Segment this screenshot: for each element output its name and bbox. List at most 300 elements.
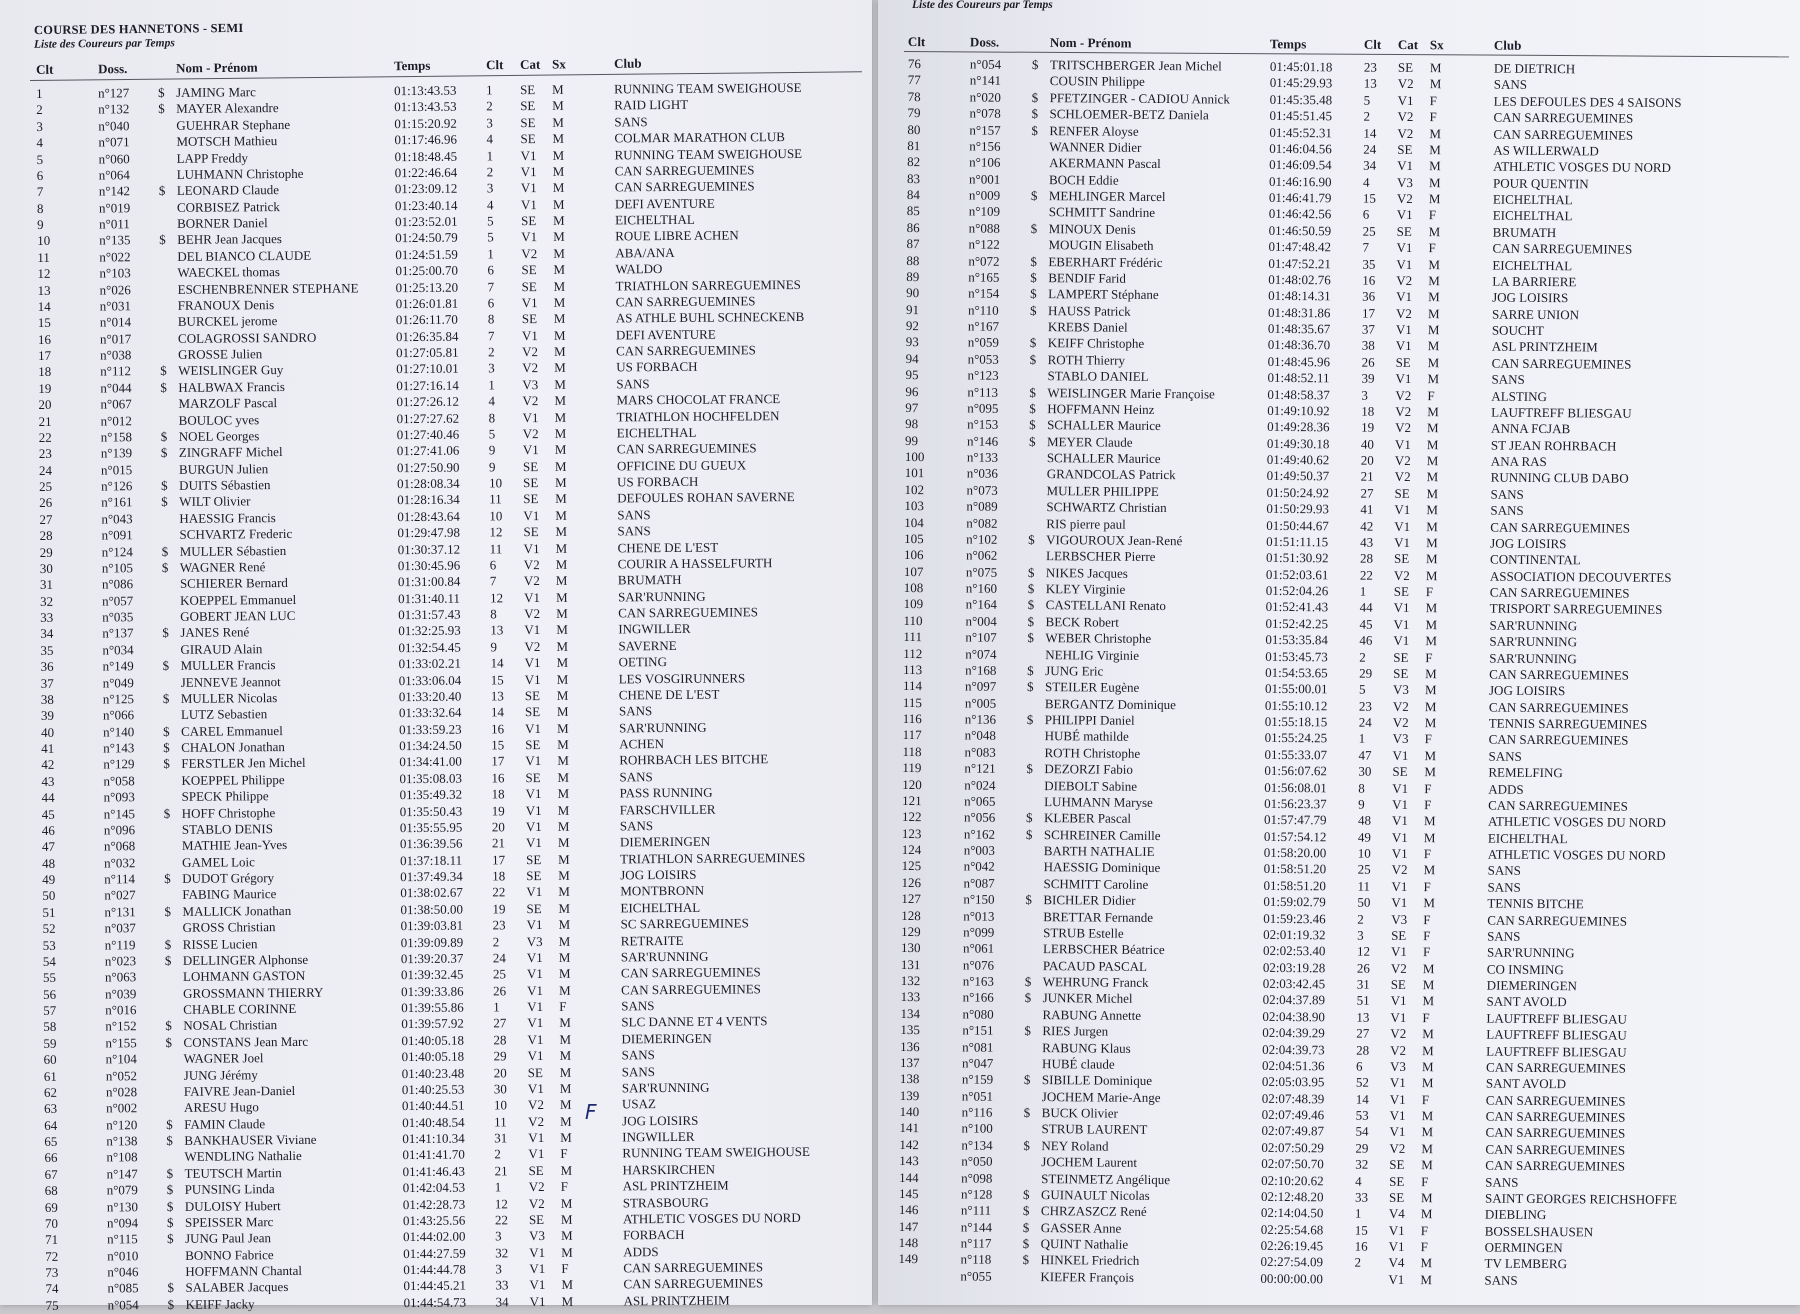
row-rank: 93 [905,334,919,350]
club-name: LAUFTREFF BLIESGAU [1486,1010,1628,1027]
sex: M [552,163,565,179]
runner-name: JENNEVE Jeannot [180,673,281,690]
row-rank: 13 [37,282,51,298]
bib-number: n°012 [100,412,132,428]
sex: M [1422,1042,1434,1058]
club-name: ASL PRINTZHEIM [622,1177,729,1194]
finish-time: 01:27:50.90 [396,459,460,475]
runner-name: MOUGIN Elisabeth [1048,237,1154,254]
club-name: MARS CHOCOLAT FRANCE [616,391,781,408]
club-name: REMELFING [1488,764,1563,781]
club-name: CAN SARREGUEMINES [618,604,758,621]
bib-number: n°085 [107,1280,139,1296]
category-rank: 32 [1355,1156,1369,1172]
club-name: COLMAR MARATHON CLUB [614,129,785,146]
row-rank: 58 [43,1019,57,1035]
finish-time: 01:44:45.21 [403,1277,466,1294]
bib-number: n°103 [99,265,131,281]
category: V1 [527,998,544,1015]
category: V4 [1388,1255,1405,1271]
dollar-mark: $ [161,477,168,493]
club-name: SAR'RUNNING [1489,650,1577,666]
club-name: DIEMERINGEN [621,1030,712,1047]
club-name: FORBACH [622,1227,685,1243]
finish-time: 01:13:43.53 [394,99,457,115]
category: V2 [1390,960,1407,976]
category: SE [524,687,541,704]
runner-name: PFETZINGER - CADIOU Annick [1049,89,1230,107]
category: V2 [527,1097,544,1113]
club-name: DEFI AVENTURE [614,195,715,212]
category: V1 [1397,158,1414,174]
finish-time: 01:50:29.93 [1266,500,1329,517]
category: SE [1396,223,1412,239]
runner-name: WEBER Christophe [1045,630,1152,647]
category-rank: 22 [492,884,506,900]
club-name: CHENE DE L'EST [617,539,719,555]
category: V2 [1396,190,1413,207]
row-rank: 59 [43,1035,57,1051]
club-name: FARSCHVILLER [619,801,716,817]
category: V1 [525,818,542,835]
finish-time: 01:42:04.53 [402,1179,466,1196]
sex: M [1427,338,1440,354]
category: V1 [1390,993,1407,1009]
row-rank: 109 [903,596,924,612]
bib-number: n°126 [101,478,133,494]
runner-name: WAGNER René [179,559,266,575]
bib-number: n°102 [966,531,998,547]
bib-number: n°119 [104,936,136,952]
category-rank: 16 [1362,272,1376,288]
header-club: Club [1493,37,1522,53]
category-rank: 19 [1361,419,1375,435]
runner-name: STEILER Eugène [1044,679,1140,696]
finish-time: 01:42:28.73 [402,1196,466,1212]
row-rank: 111 [903,629,923,645]
category-rank: 3 [488,360,495,376]
dollar-mark: $ [1023,1137,1031,1153]
row-rank: 94 [905,350,919,366]
row-rank: 27 [39,511,53,527]
club-name: PASS RUNNING [619,784,713,801]
bib-number: n°144 [960,1219,993,1235]
finish-time: 01:36:39.56 [399,835,463,852]
finish-time: 01:49:40.62 [1266,451,1330,468]
handwritten-annotation: F [585,1100,597,1124]
sex: F [1428,240,1436,256]
category: SE [519,82,536,98]
bib-number: n°056 [963,809,996,825]
club-name: SAR'RUNNING [1489,633,1578,650]
dollar-mark: $ [1025,826,1033,842]
runner-name: LERBSCHER Béatrice [1042,941,1165,958]
bib-number: n°158 [100,429,133,445]
row-rank: 112 [903,645,923,661]
category: V1 [529,1293,546,1309]
finish-time: 01:41:41.70 [402,1146,465,1163]
category: V1 [527,1015,544,1031]
category-rank: 10 [489,508,503,524]
finish-time: 01:59:23.46 [1263,910,1326,926]
finish-time: 02:05:03.95 [1261,1074,1325,1090]
category: V2 [521,245,538,261]
category: V2 [1390,1042,1407,1058]
finish-time: 02:04:39.73 [1262,1041,1325,1057]
category-rank: 36 [1362,288,1376,304]
runner-name: STRUB LAURENT [1041,1121,1148,1138]
bib-number: n°155 [105,1034,137,1051]
category: V1 [529,1244,546,1260]
club-name: US FORBACH [617,473,699,490]
bib-number: n°113 [967,384,999,400]
category: SE [520,98,536,114]
category-rank: 3 [494,1228,502,1244]
category-rank: 15 [490,671,504,687]
sex: M [552,98,564,114]
sex: M [1424,764,1437,780]
club-name: CAN SARREGUEMINES [614,178,755,195]
row-rank: 18 [38,364,52,380]
runner-name: HOFFMANN Heinz [1047,401,1155,417]
bib-number: n°003 [963,842,996,858]
header-clt2: Clt [1363,36,1382,52]
club-name: SANS [614,113,648,130]
row-rank: 141 [899,1120,920,1136]
row-rank: 132 [900,973,921,989]
finish-time: 01:55:18.15 [1264,713,1328,730]
runner-name: MALLICK Jonathan [182,902,292,919]
category: V1 [1393,616,1410,632]
bib-number: n°128 [961,1186,993,1202]
runner-name: ARESU Hugo [183,1099,259,1116]
category-rank: 1 [485,82,493,98]
sex: M [558,867,570,883]
sex: M [1423,813,1436,829]
bib-number: n°096 [103,822,136,838]
sex: M [556,605,568,621]
finish-time: 01:40:23.48 [401,1065,465,1081]
sex: M [556,687,569,703]
category-rank: 30 [1358,763,1372,779]
row-rank: 115 [902,694,923,710]
club-name: CAN SARREGUEMINES [1491,355,1632,372]
runner-name: MOTSCH Mathieu [176,133,278,149]
club-name: LAUFTREFF BLIESGAU [1486,1026,1627,1043]
sex: M [1429,142,1441,158]
category: SE [1393,583,1410,599]
row-rank: 146 [898,1202,919,1218]
sex: M [561,1244,573,1260]
bib-number: n°122 [968,236,1000,252]
category-rank: 6 [1356,1058,1363,1074]
category: V1 [525,720,542,736]
runner-name: WEISLINGER Guy [178,362,284,379]
sex: M [1427,403,1439,420]
bib-number: n°004 [965,613,997,629]
club-name: DEFOULES ROHAN SAVERNE [617,489,795,506]
category-rank: 3 [486,115,493,131]
category-rank: 9 [1358,796,1365,812]
sex: M [1423,829,1436,845]
club-name: CAN SARREGUEMINES [1485,1157,1626,1174]
category: V1 [1389,1107,1406,1123]
row-rank: 23 [38,446,52,462]
sex: M [555,507,568,523]
category: V1 [522,409,539,425]
dollar-mark: $ [164,870,171,886]
row-rank: 8 [36,200,44,216]
category-rank: 1 [493,999,500,1015]
category-rank: 12 [494,1195,508,1211]
finish-time: 01:32:54.45 [398,639,461,655]
sex: M [556,622,568,638]
header-time: Temps [393,57,431,74]
club-name: CAN SARREGUEMINES [616,342,756,359]
club-name: SAR'RUNNING [1486,944,1575,961]
sex: F [560,1146,568,1162]
club-name: DEFI AVENTURE [615,326,716,343]
category: SE [523,524,539,540]
row-rank: 131 [900,956,921,972]
row-rank: 56 [43,986,57,1002]
bib-number: n°133 [966,449,999,465]
category-rank: 2 [1357,911,1364,927]
category: SE [526,868,542,884]
finish-time: 02:04:39.29 [1262,1024,1325,1041]
club-name: SANS [616,375,650,392]
dollar-mark: $ [162,690,170,706]
sex: M [1426,534,1438,551]
row-rank: 66 [44,1150,58,1166]
finish-time: 01:55:10.12 [1264,697,1328,713]
club-name: INGWILLER [618,621,691,637]
sex: F [1425,584,1434,600]
category-rank: 4 [1355,1173,1362,1189]
bib-number: n°115 [107,1231,138,1247]
finish-time: 01:27:05.81 [396,344,459,361]
club-name: CHENE DE L'EST [618,686,720,703]
sex: M [1420,1271,1433,1287]
dollar-mark: $ [1029,400,1036,416]
runner-name: RIES Jurgen [1042,1023,1109,1039]
runner-name: BOULOC yves [178,411,260,428]
row-rank: 98 [905,416,919,432]
finish-time: 01:48:14.31 [1268,288,1331,304]
category-rank: 4 [488,393,496,409]
bib-number: n°116 [961,1104,993,1120]
category: V2 [528,1195,545,1211]
club-name: EICHELTHAL [615,211,695,228]
runner-name: ESCHENBRENNER STEPHANE [177,279,359,297]
category: V1 [1394,501,1411,518]
category: SE [1389,1156,1405,1173]
finish-time: 01:39:32.45 [400,966,464,983]
category-rank: 17 [492,851,506,868]
club-name: CAN SARREGUEMINES [1485,1124,1626,1142]
row-rank: 31 [39,577,53,593]
runner-name: KIEFER François [1040,1268,1135,1285]
row-rank: 81 [907,137,921,154]
finish-time: 01:33:32.64 [398,704,462,721]
dollar-mark: $ [1027,564,1035,580]
category: V2 [524,606,541,622]
row-rank: 101 [904,465,925,481]
dollar-mark: $ [166,1116,173,1132]
club-name: TRIATHLON SARREGUEMINES [615,276,801,293]
row-rank: 20 [38,396,52,413]
club-name: SANS [619,818,654,834]
category-rank: 13 [490,688,504,704]
runner-name: BONNO Fabrice [185,1246,274,1263]
category: V2 [524,638,541,654]
row-rank: 134 [900,1005,921,1021]
bib-number: n°153 [967,416,999,433]
category: V1 [1396,207,1413,223]
header-sx: Sx [551,56,566,72]
dollar-mark: $ [1023,1104,1031,1121]
header-name: Nom - Prénom [175,59,258,76]
bib-number: n°047 [962,1055,994,1071]
club-name: SANS [1493,77,1528,93]
category: SE [526,900,542,916]
sex: M [1426,518,1438,534]
finish-time: 01:39:33.86 [401,983,464,999]
row-rank: 39 [40,708,55,724]
category-rank: 3 [486,180,494,196]
category-rank: 2 [486,98,493,114]
sex: M [555,573,568,589]
category: V1 [1392,780,1409,796]
row-rank: 54 [42,953,56,969]
dollar-mark: $ [1028,433,1036,449]
dollar-mark: $ [1029,351,1037,367]
category: V1 [529,1260,546,1277]
category-rank: 6 [487,262,495,278]
dollar-mark: $ [1030,220,1038,236]
runner-name: MEHLINGER Marcel [1048,188,1166,205]
sex: F [1421,1173,1429,1189]
row-rank: 95 [905,367,919,383]
runner-name: MINOUX Denis [1048,220,1136,237]
row-rank: 113 [903,661,923,678]
category: SE [1397,141,1413,157]
row-rank: 76 [907,56,921,72]
finish-time: 01:45:29.93 [1269,75,1333,91]
club-name: SANS [619,768,653,785]
category-rank: 14 [1363,125,1377,141]
bib-number: n°164 [965,596,997,613]
category: V1 [1391,813,1408,829]
category: V1 [525,802,542,818]
runner-name: BECK Robert [1045,613,1119,630]
bib-number: n°143 [103,740,135,756]
bib-number: n°139 [100,445,133,461]
sex: M [1421,1124,1434,1140]
row-rank: 147 [898,1218,919,1234]
sex: M [556,638,569,654]
bib-number: n°129 [103,756,135,772]
finish-time: 01:46:16.90 [1268,173,1332,189]
finish-time: 01:58:51.20 [1263,877,1327,894]
category-rank: 10 [493,1097,508,1113]
sex: M [560,1113,572,1129]
category-rank: 7 [487,327,495,344]
dollar-mark: $ [166,1182,174,1198]
row-rank: 80 [907,121,921,137]
sex: M [1428,191,1441,207]
finish-time: 01:44:27.59 [403,1245,466,1261]
row-rank: 103 [904,498,925,514]
finish-time: 01:33:06.04 [398,672,462,688]
category: V1 [1391,845,1408,861]
runner-name: DEZORZI Fabio [1044,761,1133,777]
club-name: HARSKIRCHEN [622,1161,716,1178]
bib-number: n°078 [969,105,1001,121]
runner-name: JUNG Jérémy [183,1066,258,1083]
bib-number: n°166 [962,989,994,1006]
sex: M [557,802,570,818]
club-name: ANA RAS [1490,453,1547,470]
finish-time: 01:31:57.43 [398,606,461,623]
sex: M [559,1064,572,1080]
finish-time: 01:13:43.53 [393,82,457,99]
category-rank: 27 [1356,1025,1370,1041]
row-rank: 49 [42,871,56,887]
sex: F [1429,109,1437,125]
category: V2 [522,425,539,442]
club-name: TRIATHLON SARREGUEMINES [620,849,806,867]
category: SE [524,704,541,720]
club-name: CAN SARREGUEMINES [615,293,756,310]
club-name: SC SARREGUEMINES [620,915,749,932]
runner-name: AKERMANN Pascal [1049,155,1161,172]
category: V2 [523,573,540,589]
bib-number: n°042 [963,858,995,875]
bib-number: n°082 [966,515,998,531]
category-rank: 40 [1360,436,1375,452]
club-name: SANS [1490,486,1524,502]
runner-name: RENFER Aloyse [1049,122,1139,139]
finish-time: 01:27:40.46 [396,426,460,443]
sex: M [1429,158,1441,174]
dollar-mark: $ [1026,711,1034,728]
runner-name: COUSIN Philippe [1049,73,1145,90]
finish-time: 01:39:55.86 [401,999,464,1016]
finish-time: 01:35:08.03 [399,770,462,786]
row-rank: 9 [37,216,44,232]
runner-name: KEIFF Jacky [185,1296,255,1312]
category: SE [1393,649,1409,665]
runner-name: NOSAL Christian [183,1017,278,1034]
category-rank: 11 [489,491,502,507]
bib-number: n°076 [962,957,995,973]
category-rank: 1 [1359,583,1367,599]
runner-name: JAMING Marc [175,84,256,100]
dollar-mark: $ [1031,122,1038,138]
header-clt: Clt [35,61,54,77]
runner-name: MAYER Alexandre [176,100,279,117]
sex: M [1429,125,1442,141]
runner-name: CASTELLANI Renato [1045,597,1166,614]
runner-name: DUITS Sébastien [179,477,271,493]
club-name: LAUFTREFF BLIESGAU [1486,1043,1627,1060]
sex: M [558,916,571,932]
row-rank: 62 [43,1084,57,1100]
results-table-left [30,79,870,1314]
dollar-mark: $ [166,1132,173,1148]
category: V2 [522,344,539,360]
